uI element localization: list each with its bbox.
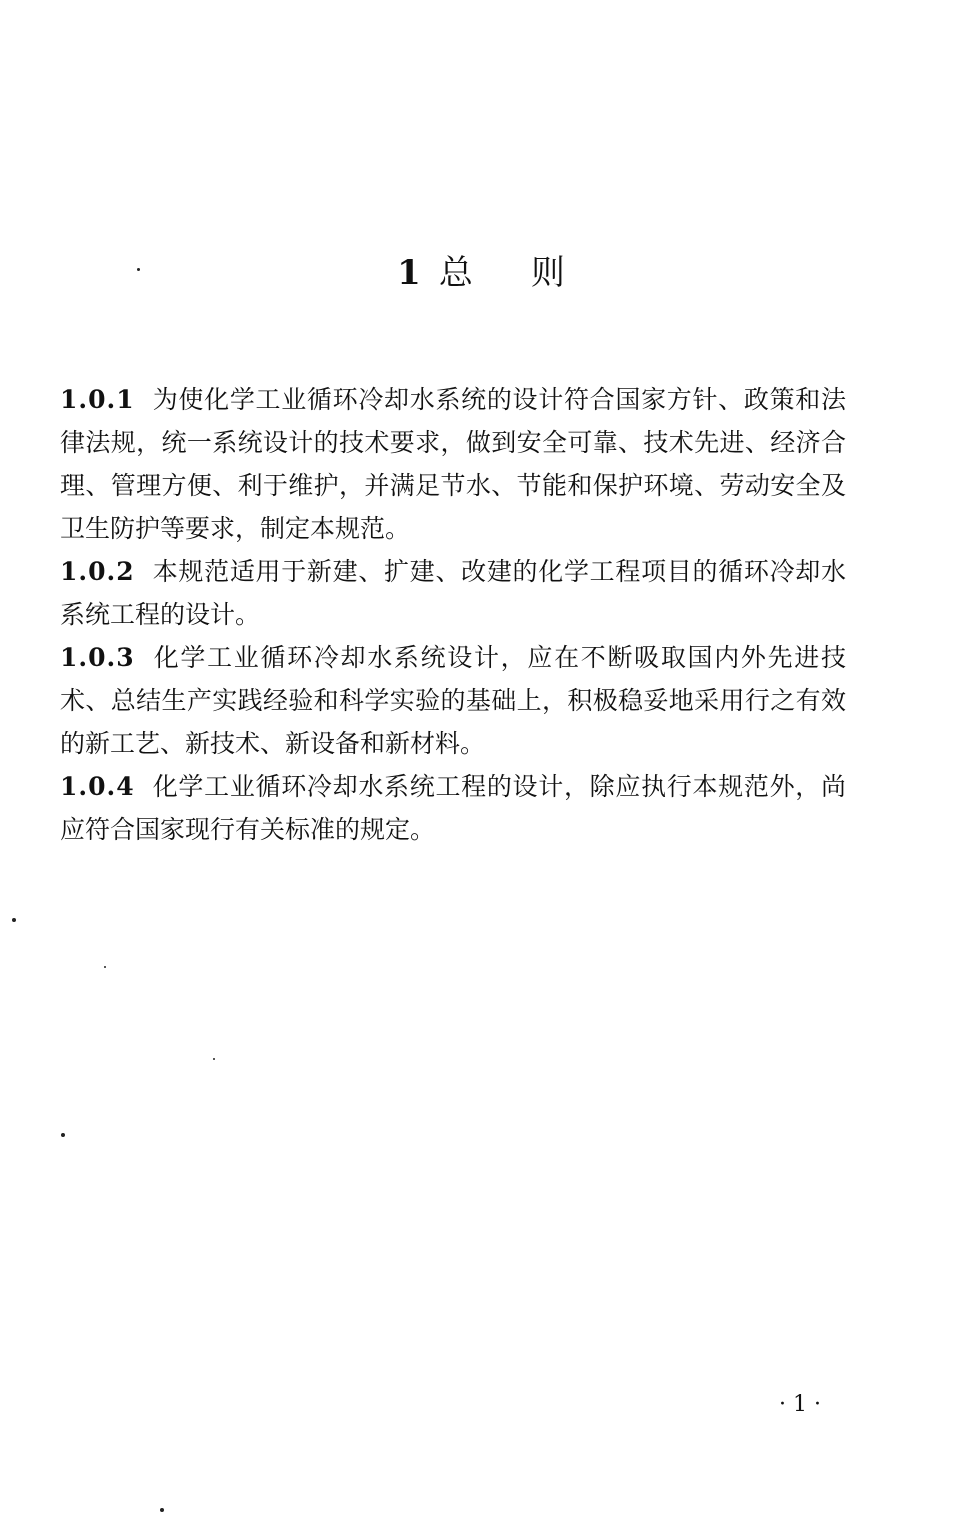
page-number: · 1 · bbox=[779, 1392, 821, 1417]
scan-speck bbox=[104, 966, 106, 968]
scan-speck bbox=[137, 268, 140, 271]
clause-number: 1.0.2 bbox=[60, 557, 135, 586]
clause-text: 化学工业循环冷却水系统工程的设计，除应执行本规范外，尚应符合国家现行有关标准的规定。 bbox=[60, 772, 846, 844]
scan-speck bbox=[61, 1133, 65, 1137]
chapter-number: 1 bbox=[397, 253, 421, 293]
clause-number: 1.0.1 bbox=[60, 385, 135, 414]
scan-speck bbox=[213, 1058, 215, 1060]
clause-number: 1.0.4 bbox=[60, 772, 135, 801]
clause-text: 为使化学工业循环冷却水系统的设计符合国家方针、政策和法律法规，统一系统设计的技术要求，做到安全可靠、技术先进、经济合理、管理方便、利于维护，并满足节水、节能和保护环境、劳动安全及卫生防护等要求，制定本规范。 bbox=[60, 385, 846, 543]
chapter-title-char-1: 总 bbox=[438, 253, 473, 293]
clause-1-0-2 bbox=[60, 550, 846, 636]
clause-number: 1.0.3 bbox=[60, 643, 135, 672]
clause-1-0-1 bbox=[60, 378, 846, 550]
clause-text: 本规范适用于新建、扩建、改建的化学工程项目的循环冷却水系统工程的设计。 bbox=[60, 557, 846, 629]
clause-1-0-3 bbox=[60, 636, 846, 765]
chapter-title bbox=[0, 248, 962, 298]
chapter-title-char-2: 则 bbox=[530, 253, 565, 293]
clause-text: 化学工业循环冷却水系统设计，应在不断吸取国内外先进技术、总结生产实践经验和科学实验的基础上，积极稳妥地采用行之有效的新工艺、新技术、新设备和新材料。 bbox=[60, 643, 846, 758]
clause-1-0-4 bbox=[60, 765, 846, 851]
scan-speck bbox=[12, 918, 16, 922]
scan-speck bbox=[160, 1508, 164, 1512]
chapter-body bbox=[60, 378, 846, 851]
